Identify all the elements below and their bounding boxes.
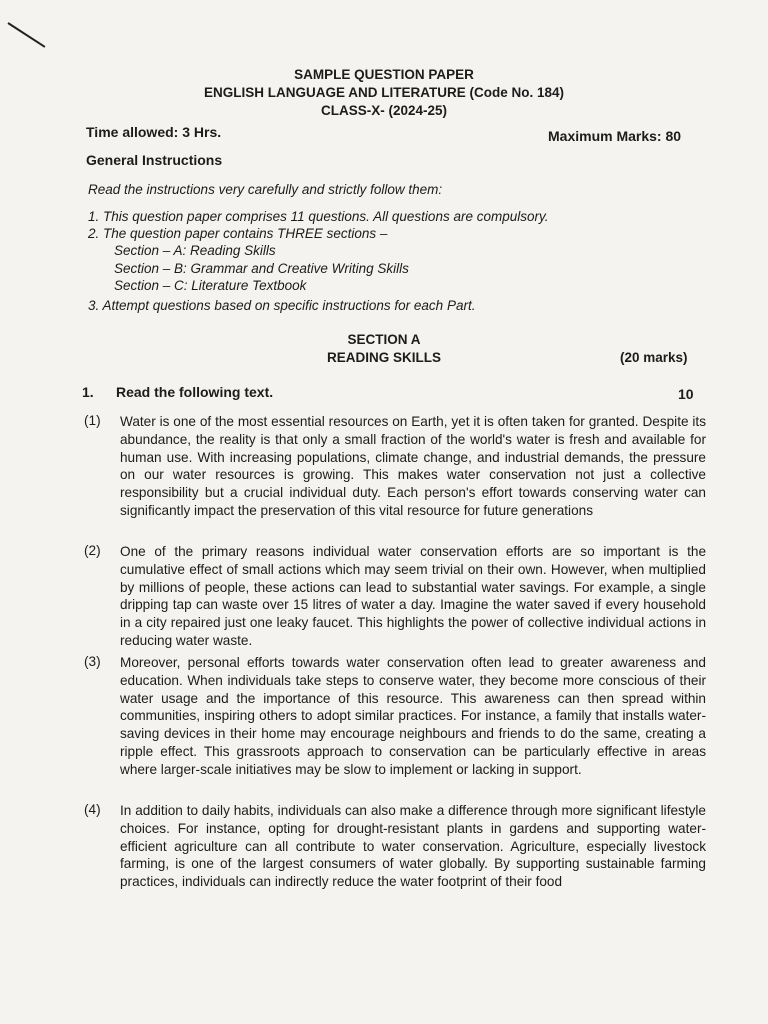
paragraph-number: (3) [84,654,101,669]
instruction-subitem: Section – C: Literature Textbook [114,278,307,293]
paragraph-number: (1) [84,413,101,428]
instruction-item: 3. Attempt questions based on specific instructions for each Part. [88,298,476,313]
paragraph-number: (4) [84,802,101,817]
paper-title: SAMPLE QUESTION PAPER [294,67,474,82]
paragraph-text: In addition to daily habits, individuals can also make a difference through more significant lifestyle choices. For instance, opting for drought-resistant plants in gardens and supporting water-efficient agriculture can all contribute to water conservation. Agriculture, especially livestock farming, is one of the largest consumers of water globally. By supporting sustainable farming practices, individuals can indirectly reduce the water footprint of their food [120,803,706,890]
pen-mark [7,22,45,48]
instruction-subitem: Section – B: Grammar and Creative Writing Skills [114,261,409,276]
paragraph-number: (2) [84,543,101,558]
class-title: CLASS-X- (2024-25) [320,103,448,118]
instructions-intro: Read the instructions very carefully and strictly follow them: [88,182,443,197]
instruction-subitem: Section – A: Reading Skills [114,243,276,258]
paragraph-text: One of the primary reasons individual water conservation efforts are so important is the cumulative effect of small actions which may seem trivial on their own. However, when multiplied by millions of people, these actions can lead to substantial water savings. For example, a single dripping tap can waste over 15 litres of water a day. Imagine the water saved if every household in a city repaired just one leaky faucet. This highlights the power of collective individual actions in reducing water waste. [120,544,706,648]
maximum-marks: Maximum Marks: 80 [548,128,682,144]
instruction-item: 2. The question paper contains THREE sections – [88,226,388,241]
question-number: 1. [82,384,94,400]
question-text: Read the following text. [116,384,274,400]
paragraph-text: Moreover, personal efforts towards water conservation often lead to greater awareness and education. When individuals take steps to conserve water, they become more conscious of their water usage and the importance of this resource. This awareness can then spread within communities, inspiring others to adopt similar practices. For instance, a family that installs water-saving devices in their home may encourage neighbours and friends to do the same, creating a ripple effect. This grassroots approach to conservation can be particularly effective in areas where larger-scale initiatives may be slow to implement or lacking in support. [120,655,706,777]
time-allowed: Time allowed: 3 Hrs. [86,124,222,140]
question-marks: 10 [678,386,694,402]
section-marks: (20 marks) [620,350,688,365]
section-title: SECTION A [347,332,421,347]
paper-header [0,66,768,120]
subject-title: ENGLISH LANGUAGE AND LITERATURE (Code No. 184) [203,85,564,100]
instruction-item: 1. This question paper comprises 11 questions. All questions are compulsory. [88,209,549,224]
paragraph-text: Water is one of the most essential resources on Earth, yet it is often taken for granted. Despite its abundance, the reality is that only a small fraction of the world's water is fresh and available for human use. With increasing populations, climate change, and industrial demands, the pressure on our water resources is growing. This makes water conservation not just a collective responsibility but a crucial individual duty. Each person's effort towards conserving water can significantly impact the preservation of this vital resource for future generations [120,414,706,518]
instructions-heading: General Instructions [86,152,223,168]
section-subtitle: READING SKILLS [326,350,441,365]
